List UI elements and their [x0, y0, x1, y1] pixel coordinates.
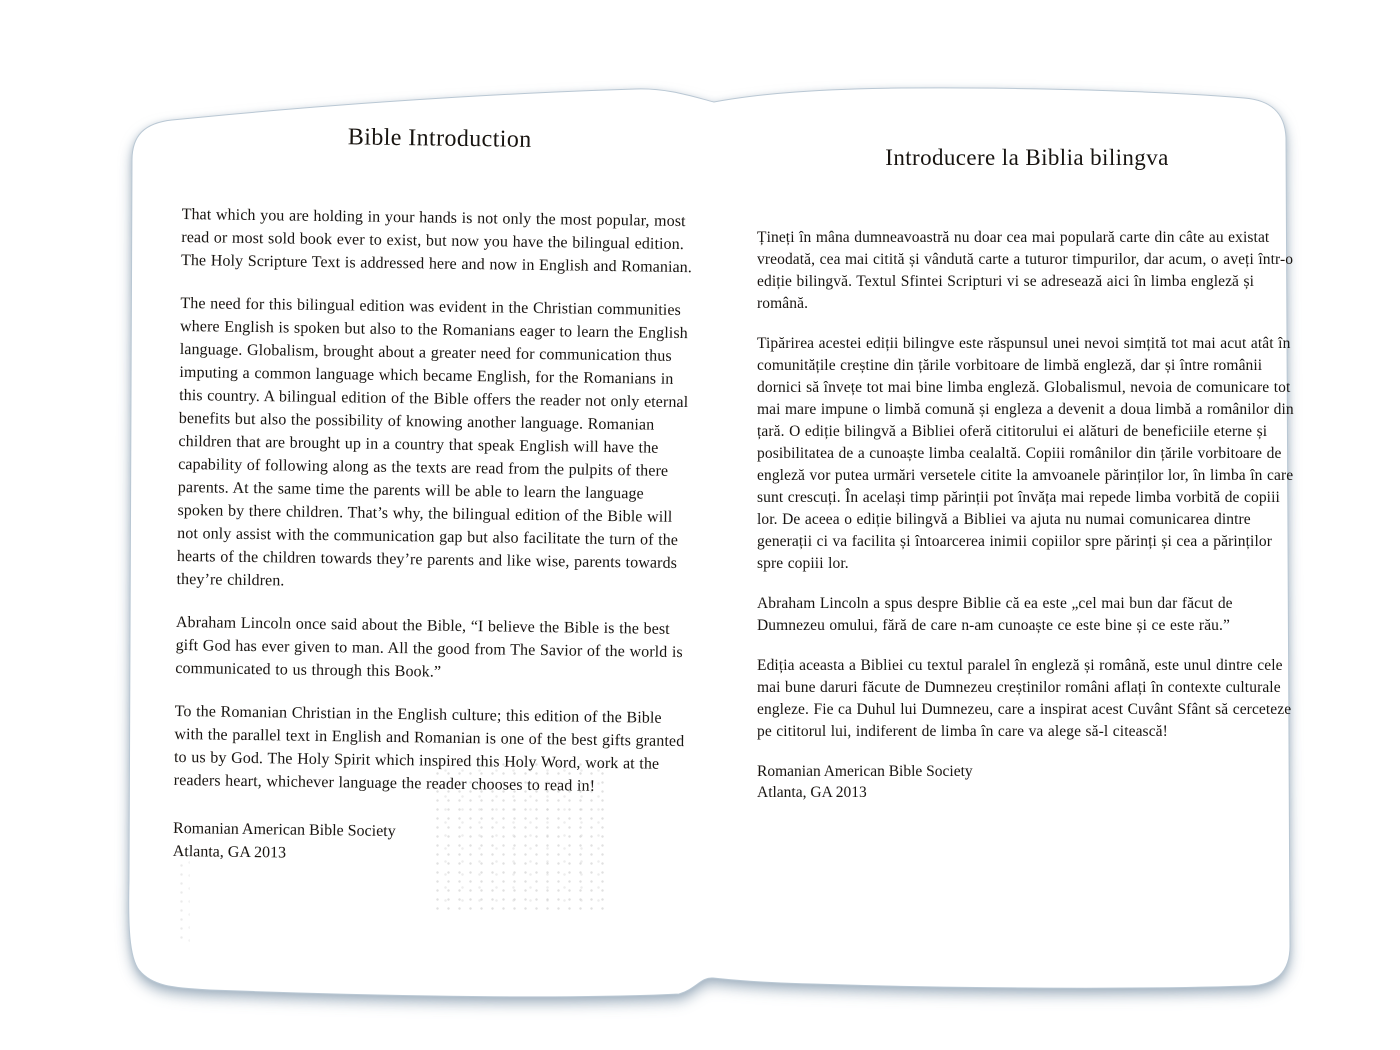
right-signature	[757, 761, 1297, 804]
left-signature	[173, 818, 688, 870]
scan-noise-margin-speckles	[176, 852, 190, 942]
left-signature-society: Romanian American Bible Society	[172, 820, 396, 841]
right-paragraph-4: Ediția aceasta a Bibliei cu textul paralel în engleză și română, este unul dintre cele mai bune daruri făcute de Dumnezeu creștinilor români aflați în contexte culturale engleze. Fie ca Duhul lui Dumnezeu, care a inspirat acest Cuvânt Sfânt să cerceteze pe cititorul lui, indiferent de limba în care va alege să-l citească!	[757, 656, 1292, 740]
right-paragraph-2: Tipărirea acestei ediții bilingve este răspunsul unei nevoi simțită tot mai acut atât în comunitățile creștine din țările vorbitoare de limbă engleză, dar și între românii dornici să învețe tot mai bine limba engleză. Globalismul, nevoia de comunicare tot mai mare impune o limbă comună și engleza a devenit a doua limbă a românilor din țară. O ediție bilingvă a Bibliei oferă cititorului ei alături de beneficiile eterne și posibilitatea de a cunoaște limba cealaltă. Copiii românilor din țările vorbitoare de engleză vor putea urmări versetele citite la amvoanele părinților lor, în limba în care sunt crescuți. În același timp părinții pot învăța mai repede limba vorbită de copiii lor. De aceea o ediție bilingvă a Bibliei va ajuta nu numai comunicarea dintre generații ci va facilita și întoarcerea inimii copiilor spre părinți și cea a părinților spre copiii lor.	[757, 334, 1294, 572]
right-page	[757, 142, 1297, 804]
left-paragraph-1: That which you are holding in your hands is not only the most popular, most read or most sold book ever to exist, but now you have the bilingual edition. The Holy Scripture Text is addressed here and now in English and Romanian.	[180, 205, 693, 276]
right-paragraph-3: Abraham Lincoln a spus despre Biblie că ea este „cel mai bun dar făcut de Dumnezeu omului, fără de care n-am cunoaște ce este bine și ce este rău.”	[757, 594, 1233, 634]
right-paragraph-1: Țineți în mâna dumneavoastră nu doar cea mai populară carte din câte au existat vreodată, cea mai citită și vândută carte a tuturor timpurilor, dar acum, o aveți într-o ediție bilingvă. Textul Sfintei Scripturi vi se adresează aici în limba engleză și română.	[757, 228, 1294, 312]
left-page	[173, 118, 697, 870]
right-signature-place-year: Atlanta, GA 2013	[757, 784, 867, 802]
right-signature-society: Romanian American Bible Society	[757, 762, 973, 780]
right-page-title: Introducere la Biblia bilingva	[885, 145, 1169, 170]
scan-noise-speckles	[432, 760, 607, 912]
left-paragraph-2: The need for this bilingual edition was evident in the Christian communities where English is spoken but also to the Romanians eager to learn the English language. Globalism, brought about a greater need for communication thus imputing a common language which became English, for the Romanians in this country. A bilingual edition of the Bible offers the reader not only eternal benefits but also the possibility of knowing another language. Romanian children that are brought up in a country that speak English will have the capability of following along as the texts are read from the pulpits of there parents. At the same time the parents will be able to learn the language spoken by there children. That’s why, the bilingual edition of the Bible will not only assist with the communication gap but also facilitate the turn of the hearts of the children towards they’re parents and like wise, parents towards they’re children.	[176, 294, 689, 590]
left-paragraph-4: To the Romanian Christian in the English culture; this edition of the Bible with the parallel text in English and Romanian is one of the best gifts granted to us by God. The Holy Spirit which inspired this Holy Word, work at the readers heart, whichever language the reader chooses to read in!	[173, 703, 685, 796]
left-page-title: Bible Introduction	[347, 124, 532, 153]
left-paragraph-3: Abraham Lincoln once said about the Bible, “I believe the Bible is the best gift God has ever given to man. All the good from The Savior of the world is communicated to us through this Book.”	[175, 613, 683, 681]
left-signature-place-year: Atlanta, GA 2013	[172, 842, 287, 862]
